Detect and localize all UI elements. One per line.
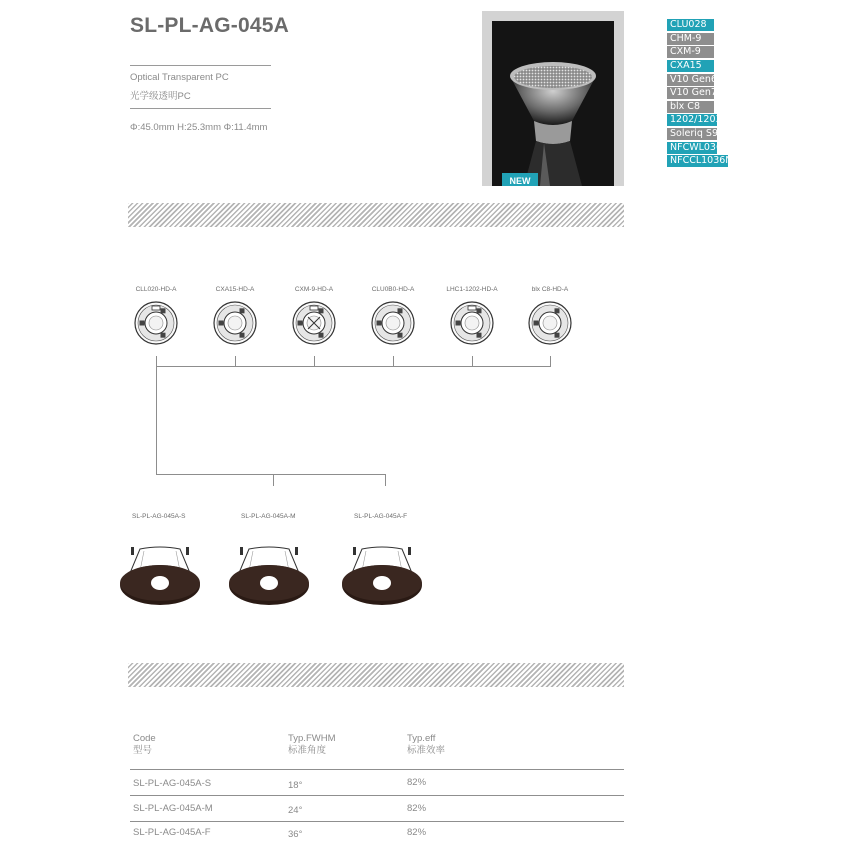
lens-label: SL-PL-AG-045A-S [132, 513, 186, 520]
led-tag: CLU028 [667, 19, 714, 31]
col-header-code: Code 型号 [133, 733, 156, 756]
lens-icon [118, 543, 202, 610]
holder-label: LHC1-1202-HD-A [446, 286, 498, 293]
cell-code: SL-PL-AG-045A-M [133, 803, 213, 814]
compatible-led-list [667, 19, 731, 169]
holder-ring-icon [133, 300, 179, 351]
led-tag: Soleriq S9 [667, 128, 717, 140]
lens-label: SL-PL-AG-045A-M [241, 513, 296, 520]
lens-label: SL-PL-AG-045A-F [354, 513, 408, 520]
divider [130, 65, 271, 66]
cell-eff: 82% [407, 777, 427, 788]
product-photo [482, 11, 624, 186]
led-tag: blx C8 [667, 101, 714, 113]
cell-eff: 82% [407, 827, 427, 838]
cell-code: SL-PL-AG-045A-F [133, 827, 211, 838]
connector-line [235, 356, 236, 367]
connector-line [385, 474, 386, 486]
holder-ring-icon [527, 300, 573, 351]
material-en: Optical Transparent PC [130, 72, 229, 83]
divider [130, 108, 271, 109]
holder-label: blx C8-HD-A [531, 286, 569, 293]
holder-label: CLU0B0-HD-A [371, 286, 415, 293]
table-divider [130, 795, 624, 796]
connector-line [393, 356, 394, 367]
led-tag: V10 Gen6 [667, 74, 714, 86]
section-banner [128, 203, 624, 227]
new-badge: NEW [502, 173, 538, 186]
connector-line [156, 366, 157, 474]
lens-icon [340, 543, 424, 610]
connector-line [156, 366, 551, 367]
led-tag: CHM-9 [667, 33, 714, 45]
holder-ring-icon [291, 300, 337, 351]
product-title: SL-PL-AG-045A [130, 14, 289, 37]
holder-label: CLL020-HD-A [135, 286, 177, 293]
col-header-eff: Typ.eff 标准效率 [407, 733, 446, 756]
material-cn: 光学级透明PC [130, 91, 191, 102]
col-header-fwhm: Typ.FWHM 标准角度 [288, 733, 336, 756]
connector-line [314, 356, 315, 367]
table-divider [130, 769, 624, 770]
lens-photo-icon [492, 21, 614, 186]
section-banner [128, 663, 624, 687]
cell-code: SL-PL-AG-045A-S [133, 778, 212, 789]
connector-line [156, 474, 386, 475]
table-divider [130, 821, 624, 822]
holder-ring-icon [370, 300, 416, 351]
holder-label: CXM-9-HD-A [294, 286, 334, 293]
led-tag: V10 Gen7 [667, 87, 714, 99]
led-tag: NFCWL036B [667, 142, 717, 154]
lens-icon [227, 543, 311, 610]
holder-label: CXA15-HD-A [215, 286, 255, 293]
led-tag: 1202/1203 [667, 114, 717, 126]
connector-line [550, 356, 551, 367]
connector-line [472, 356, 473, 367]
dimensions: Φ:45.0mm H:25.3mm Φ:11.4mm [130, 122, 268, 133]
led-tag: CXA15 [667, 60, 714, 72]
led-tag: CXM-9 [667, 46, 714, 58]
connector-line [273, 474, 274, 486]
cell-fwhm: 24° [288, 805, 303, 816]
led-tag: NFCCL1036N [667, 155, 728, 167]
holder-ring-icon [449, 300, 495, 351]
cell-fwhm: 18° [288, 780, 303, 791]
cell-eff: 82% [407, 803, 427, 814]
cell-fwhm: 36° [288, 829, 303, 840]
holder-ring-icon [212, 300, 258, 351]
